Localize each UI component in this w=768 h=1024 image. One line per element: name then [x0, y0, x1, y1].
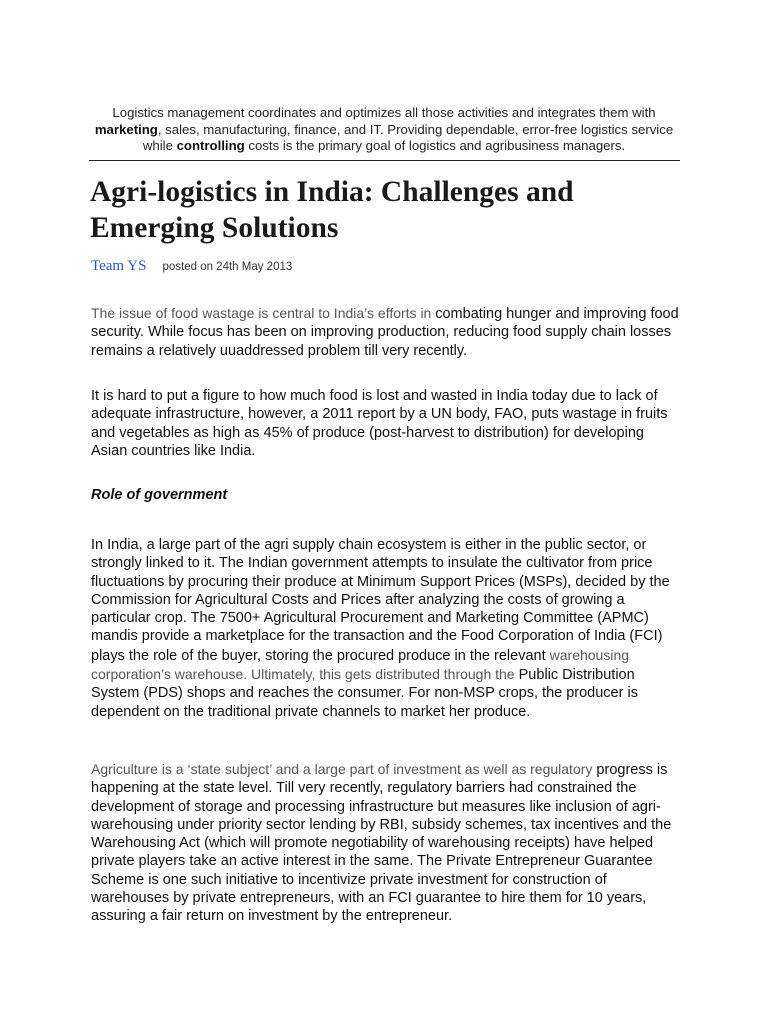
author-link[interactable]: Team YS — [91, 258, 147, 274]
intro-text-2: , sales, manufacturing, finance, and IT. Providing dependable, error-free logistics service while — [142, 121, 674, 154]
paragraph-1-text: combating hunger and improving food security. While focus has been on improving production, reducing food supply chain losses remains a relatively uuaddressed problem till very recently. — [91, 306, 679, 359]
intro-paragraph — [90, 105, 678, 155]
intro-text-3: costs is the primary goal of logistics and agribusiness managers. — [244, 138, 626, 154]
paragraph-3-text-a: In India, a large part of the agri supply chain ecosystem is either in the public sector, or strongly linked to it. The Indian government attempts to insulate the cultivator from price fluctuations by procuring their produce at Minimum Support Prices (MSPs), decided by the Commission for Agricultural Costs and Prices after analyzing the costs of growing a particular crop. The 7500+ Agricultural Procurement and Marketing Committee (APMC) mandis provide a marketplace for the transaction and the Food Corporation of India (FCI) plays the role of the buyer, storing the procured produce in the relevant — [91, 537, 670, 664]
paragraph-supply-chain — [91, 536, 681, 721]
horizontal-divider — [89, 160, 680, 161]
paragraph-1-soft-text: The issue of food wastage is central to India’s efforts in — [91, 305, 436, 321]
intro-text-1: Logistics management coordinates and optimizes all those activities and integrates them with — [112, 105, 656, 121]
paragraph-4-soft-text: Agriculture is a ‘state subject’ and a large part of investment as well as regulatory — [91, 761, 593, 777]
intro-bold-controlling: controlling — [176, 138, 245, 154]
paragraph-3-text-b: Public Distribution System (PDS) shops and reaches the consumer. For non-MSP crops, the producer is dependent on the traditional private channels to market her produce. — [91, 667, 638, 720]
paragraph-state-subject — [91, 760, 681, 926]
article-title: Agri-logistics in India: Challenges and Emerging Solutions — [90, 176, 574, 244]
paragraph-4-text: progress is happening at the state level. Till very recently, regulatory barriers had constrained the development of storage and processing infrastructure but measures like inclusion of agri-warehousing under priority sector lending by RBI, subsidy schemes, tax incentives and the Warehousing Act (which will promote negotiability of warehousing receipts) have helped private players take an active interest in the same. The Private Entrepreneur Guarantee Scheme is one such initiative to incentivize private investment for construction of warehouses by private entrepreneurs, with an FCI guarantee to hire them for 10 years, assuring a fair return on investment by the entrepreneur. — [91, 762, 672, 925]
byline — [91, 257, 292, 275]
paragraph-fao-report: It is hard to put a figure to how much food is lost and wasted in India today due to lack of adequate infrastructure, however, a 2011 report by a UN body, FAO, puts wastage in fruits and vegetables as high as 45% of produce (post-harvest to distribution) for developing Asian countries like India. — [91, 388, 668, 459]
paragraph-food-wastage — [91, 304, 681, 360]
intro-bold-marketing: marketing — [94, 121, 158, 137]
paragraph-3-soft-text: warehousing corporation’s warehouse. Ultimately, this gets distributed through the — [91, 646, 630, 683]
section-heading-role-of-government: Role of government — [91, 487, 228, 503]
posted-date: posted on 24th May 2013 — [162, 261, 293, 273]
